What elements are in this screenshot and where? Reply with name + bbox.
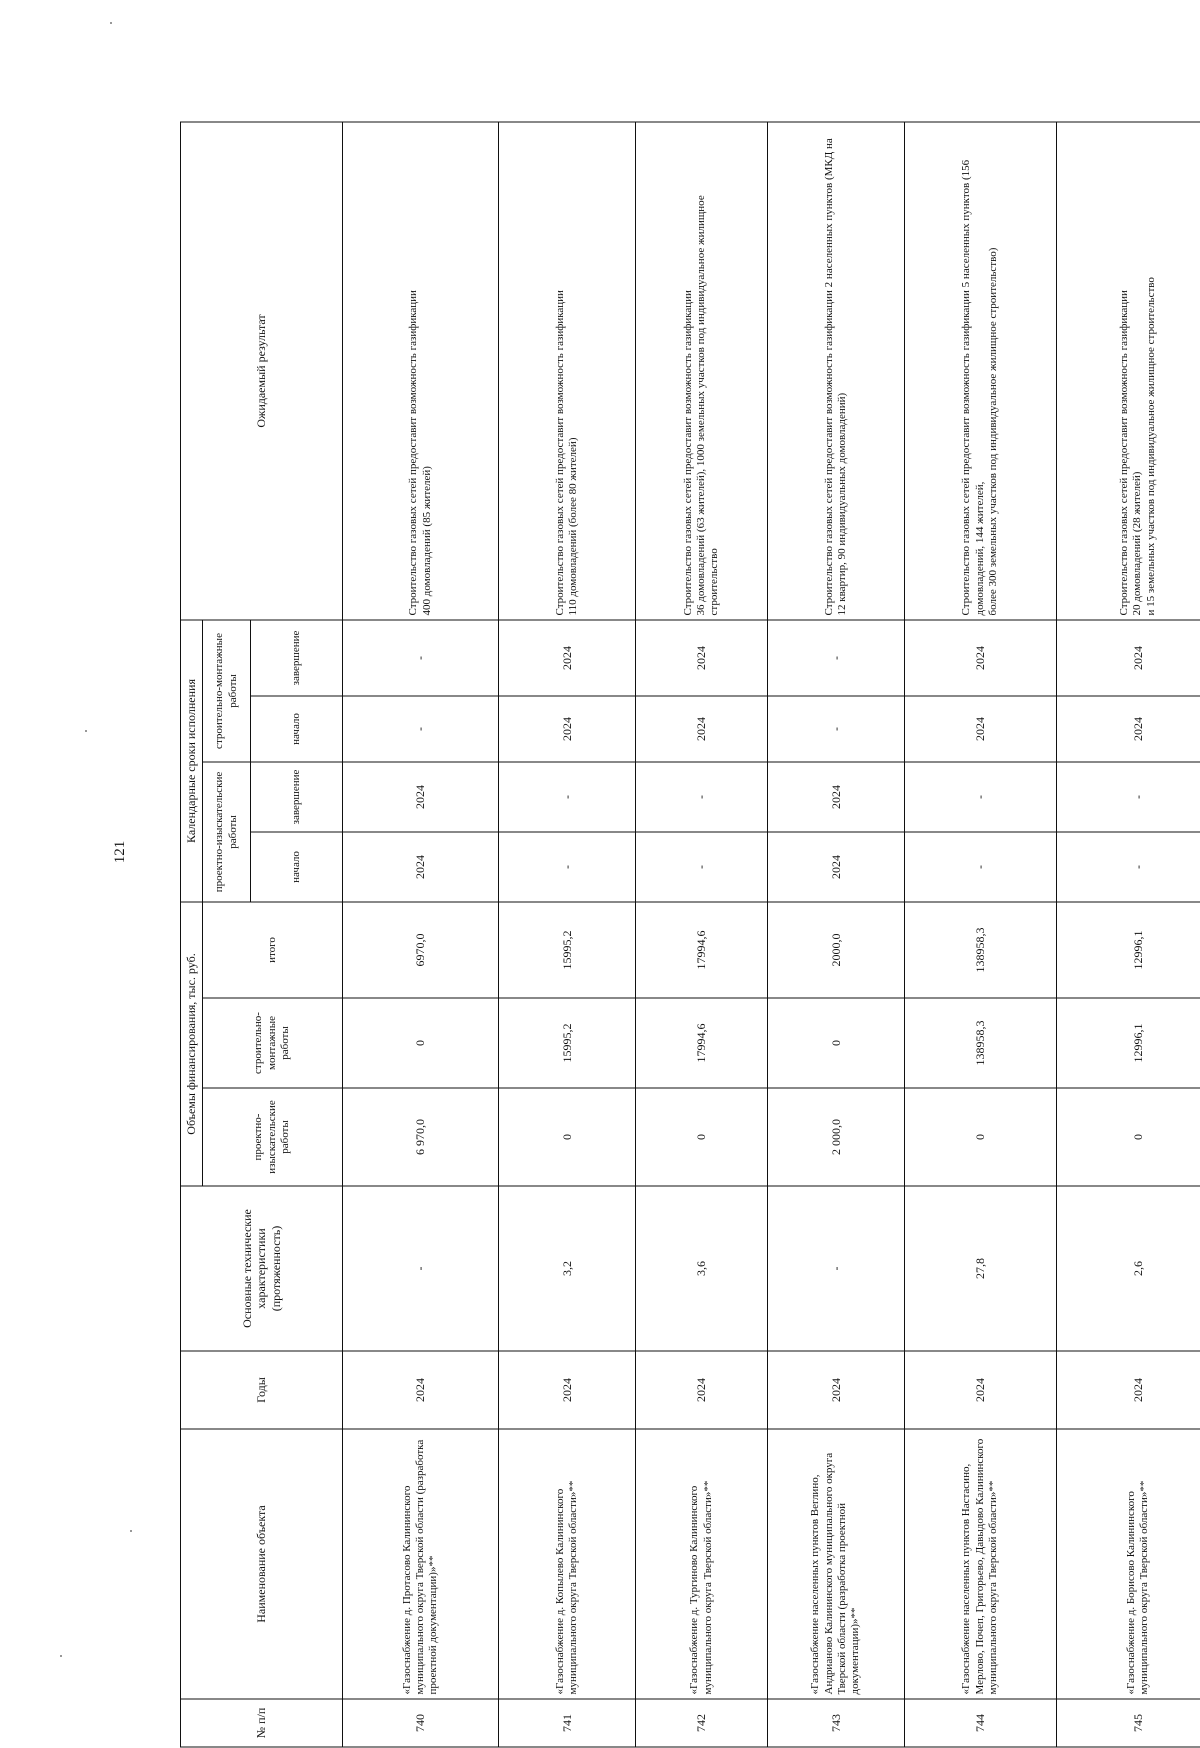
row-num: 744 [904,1699,1056,1747]
row-constr-start: 2024 [636,696,768,762]
table-row [1056,122,1200,1747]
row-num: 743 [768,1699,905,1747]
row-constr-start: 2024 [1056,696,1200,762]
col-header-tech: Основные технические характеристики (протяженность) [181,1186,343,1351]
row-fin-total: 17994,6 [636,902,768,998]
row-constr-end: - [343,620,499,696]
result-line: 36 домовладений (63 жителей), 1000 земельных участков под индивидуальное жилищное строительство [694,195,721,616]
col-header-cal-construction: строительно-монтажные работы [203,620,251,762]
result-line: Строительство газовых сетей предоставит возможность газификации [553,290,566,616]
col-header-design-end: завершение [251,762,343,832]
row-name: «Газоснабжение д. Копылево Калининского муниципального округа Тверской области»** [499,1429,636,1699]
col-header-finance-group: Объемы финансирования, тыс. руб. [181,902,203,1186]
result-line: и 15 земельных участков под индивидуальное жилищное строительство [1144,277,1157,616]
scan-speck [60,1655,62,1657]
result-line: Строительство газовых сетей предоставит возможность газификации [407,290,420,616]
row-result [768,122,905,620]
page-number: 121 [112,840,128,864]
row-tech: 3,2 [499,1186,636,1351]
row-num: 740 [343,1699,499,1747]
row-design-start: - [904,832,1056,902]
row-design-end: - [904,762,1056,832]
row-constr-end: - [768,620,905,696]
row-result [499,122,636,620]
row-fin-design: 0 [636,1088,768,1186]
col-header-constr-end: завершение [251,620,343,696]
col-header-calendar-group: Календарные сроки исполнения [181,620,203,902]
row-fin-design: 6 970,0 [343,1088,499,1186]
row-fin-construction: 15995,2 [499,998,636,1088]
result-line: более 300 земельных участков под индивидуальное жилищное строительство) [987,247,1000,616]
row-fin-construction: 17994,6 [636,998,768,1088]
row-years: 2024 [904,1351,1056,1429]
row-fin-construction: 0 [768,998,905,1088]
col-header-years: Годы [181,1351,343,1429]
row-fin-design: 2 000,0 [768,1088,905,1186]
row-design-start: - [1056,832,1200,902]
row-name: «Газоснабжение д. Тургиново Калининского муниципального округа Тверской области»** [636,1429,768,1699]
row-design-start: - [499,832,636,902]
row-fin-design: 0 [904,1088,1056,1186]
scan-speck [130,1530,132,1532]
row-fin-total: 138958,3 [904,902,1056,998]
row-constr-start: 2024 [499,696,636,762]
row-num: 742 [636,1699,768,1747]
scan-speck [110,22,112,24]
row-constr-end: 2024 [1056,620,1200,696]
table-row [904,122,1056,1747]
row-name: «Газоснабжение д. Протасово Калининского муниципального округа Тверской области (разработка проектной документации)»** [343,1429,499,1699]
row-years: 2024 [343,1351,499,1429]
row-result [636,122,768,620]
row-design-start: - [636,832,768,902]
result-line: Строительство газовых сетей предоставит возможность газификации [1117,290,1130,616]
row-years: 2024 [768,1351,905,1429]
row-fin-construction: 0 [343,998,499,1088]
col-header-fin-construction: строительно-монтажные работы [203,998,343,1088]
row-fin-total: 2000,0 [768,902,905,998]
result-line: 20 домовладений (28 жителей) [1131,471,1144,616]
table-row [636,122,768,1747]
row-constr-start: 2024 [904,696,1056,762]
row-design-end: - [1056,762,1200,832]
row-name: «Газоснабжение д. Борисово Калининского муниципального округа Тверской области»** [1056,1429,1200,1699]
result-line: Строительство газовых сетей предоставит возможность газификации [681,290,694,616]
col-header-num: № п/п [181,1699,343,1747]
row-fin-total: 12996,1 [1056,902,1200,998]
row-result [343,122,499,620]
row-years: 2024 [1056,1351,1200,1429]
objects-table [180,121,1200,1747]
scan-speck [85,730,87,732]
row-result [904,122,1056,620]
result-line: 400 домовладений (85 жителей) [420,466,433,616]
col-header-name: Наименование объекта [181,1429,343,1699]
row-constr-start: - [343,696,499,762]
col-header-cal-design: проектно-изыскательские работы [203,762,251,902]
col-header-result: Ожидаемый результат [181,122,343,620]
row-constr-end: 2024 [904,620,1056,696]
result-line: Строительство газовых сетей предоставит возможность газификации 2 населенных пунктов (МКД на 12 квартир, 90 индивидуальных домовладений) [822,138,849,616]
row-name: «Газоснабжение населенных пунктов Веглино, Андрианово Калининского муниципального округа Тверской области (разработка проектной документации)»** [768,1429,905,1699]
result-line: 110 домовладений (более 80 жителей) [567,437,580,616]
row-tech: 3,6 [636,1186,768,1351]
row-constr-end: 2024 [499,620,636,696]
row-num: 745 [1056,1699,1200,1747]
col-header-design-start: начало [251,832,343,902]
row-design-end: - [499,762,636,832]
row-design-start: 2024 [343,832,499,902]
row-design-end: 2024 [343,762,499,832]
col-header-fin-design: проектно-изыскательские работы [203,1088,343,1186]
row-tech: 27,8 [904,1186,1056,1351]
rotated-table-container [180,123,1200,1748]
table-row [343,122,499,1747]
row-design-start: 2024 [768,832,905,902]
row-fin-construction: 138958,3 [904,998,1056,1088]
row-tech: - [343,1186,499,1351]
row-fin-design: 0 [499,1088,636,1186]
row-tech: - [768,1186,905,1351]
row-name: «Газоснабжение населенных пунктов Настасино, Мерлово, Почеп, Григорьево, Давыдово Калининского муниципального округа Тверской области»** [904,1429,1056,1699]
result-line: Строительство газовых сетей предоставит возможность газификации 5 населенных пунктов (156 домовладений, 144 жителей, [960,159,986,616]
row-fin-construction: 12996,1 [1056,998,1200,1088]
row-tech: 2,6 [1056,1186,1200,1351]
row-result [1056,122,1200,620]
row-constr-end: 2024 [636,620,768,696]
row-design-end: 2024 [768,762,905,832]
row-years: 2024 [636,1351,768,1429]
row-num: 741 [499,1699,636,1747]
col-header-constr-start: начало [251,696,343,762]
row-fin-total: 15995,2 [499,902,636,998]
row-years: 2024 [499,1351,636,1429]
table-row [768,122,905,1747]
table-row [499,122,636,1747]
row-design-end: - [636,762,768,832]
row-fin-design: 0 [1056,1088,1200,1186]
row-fin-total: 6970,0 [343,902,499,998]
col-header-fin-total: итого [203,902,343,998]
row-constr-start: - [768,696,905,762]
